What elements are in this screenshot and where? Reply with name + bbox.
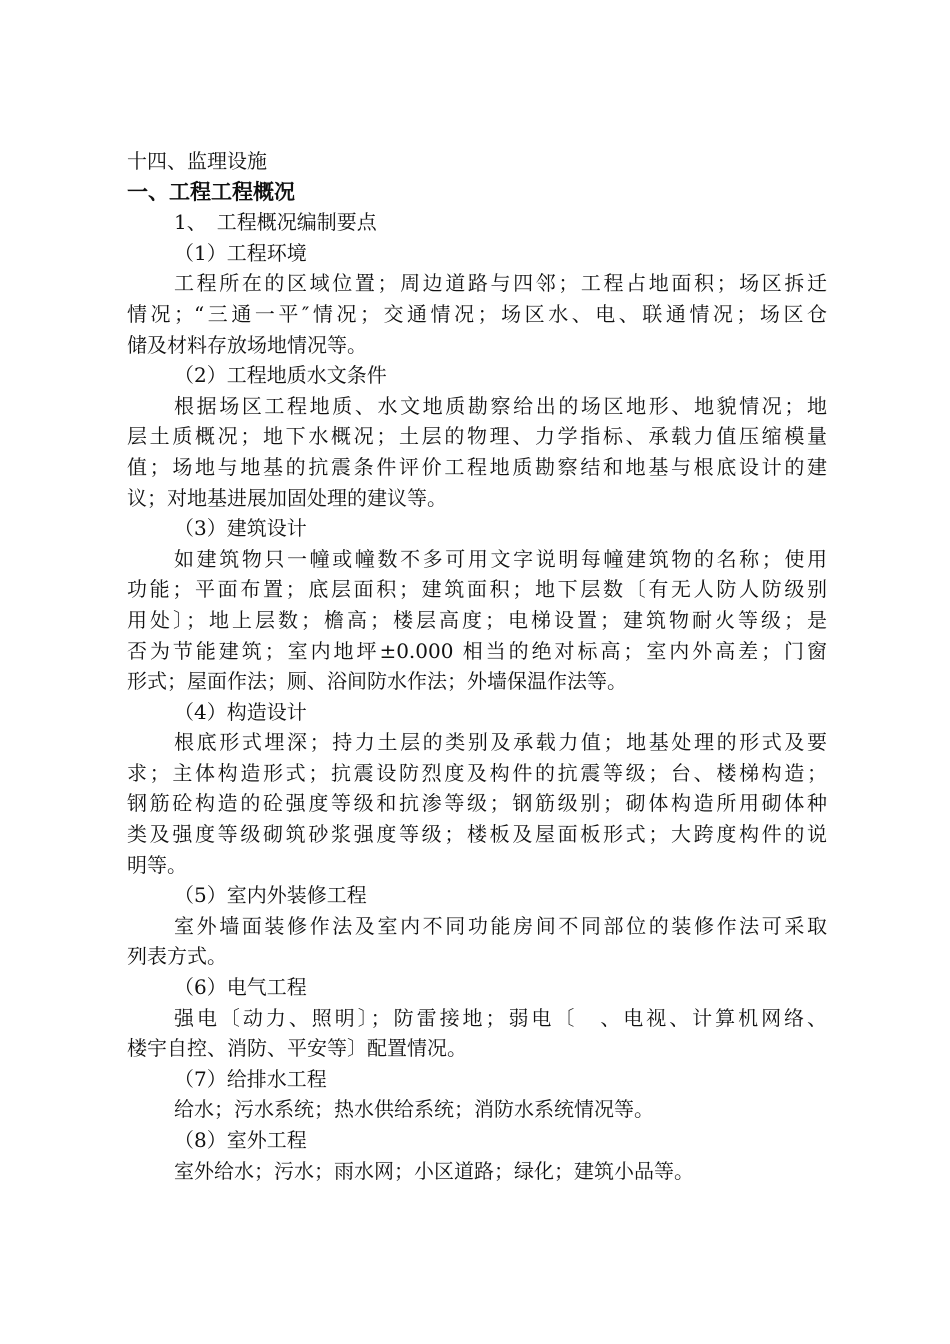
- paragraph-line: 钢筋砼构造的砼强度等级和抗渗等级；钢筋级别；砌体构造所用砌体种: [127, 791, 827, 816]
- paragraph-line: 类及强度等级砌筑砂浆强度等级；楼板及屋面板形式；大跨度构件的说: [127, 822, 827, 847]
- paragraph-line: 储及材料存放场地情况等。: [127, 332, 367, 357]
- paragraph-line: 层土质概况；地下水概况；土层的物理、力学指标、承载力值压缩模量: [127, 424, 827, 449]
- paragraph-line: 楼宇自控、消防、平安等〕配置情况。: [127, 1036, 467, 1061]
- paragraph: [127, 911, 827, 972]
- paragraph-line: 工程所在的区域位置；周边道路与四邻；工程占地面积；场区拆迁: [174, 271, 827, 296]
- paragraph: [127, 1156, 827, 1187]
- paragraph-line: 议；对地基进展加固处理的建议等。: [127, 485, 447, 510]
- paragraph-line: 如建筑物只一幢或幢数不多可用文字说明每幢建筑物的名称；使用: [174, 546, 827, 571]
- paragraph-line: 列表方式。: [127, 944, 227, 969]
- subsection-title: （2）工程地质水文条件: [174, 363, 387, 388]
- subsection-title: （3）建筑设计: [174, 516, 307, 541]
- paragraph-line: 明等。: [127, 852, 187, 877]
- paragraph-line: 强电〔动力、照明〕；防雷接地；弱电〔 、电视、计算机网络、: [174, 1005, 827, 1030]
- paragraph: [127, 727, 827, 880]
- paragraph-line: 根据场区工程地质、水文地质勘察给出的场区地形、地貌情况；地: [174, 393, 827, 418]
- paragraph-line: 用处〕；地上层数；檐高；楼层高度；电梯设置；建筑物耐火等级；是: [127, 607, 827, 632]
- paragraph-line: 给水；污水系统；热水供给系统；消防水系统情况等。: [174, 1097, 654, 1122]
- paragraph: [127, 391, 827, 513]
- paragraph-line: 根底形式埋深；持力土层的类别及承载力值；地基处理的形式及要: [174, 730, 827, 755]
- subsection-title: （7）给排水工程: [174, 1066, 327, 1091]
- subsection-title: （5）室内外装修工程: [174, 883, 367, 908]
- subsection-title: （4）构造设计: [174, 699, 307, 724]
- item-heading: 1、 工程概况编制要点: [174, 210, 377, 235]
- paragraph: [127, 1094, 827, 1125]
- subsection-title: （1）工程环境: [174, 240, 307, 265]
- paragraph-line: 功能；平面布置；底层面积；建筑面积；地下层数〔有无人防人防级别: [127, 577, 827, 602]
- paragraph-line: 值；场地与地基的抗震条件评价工程地质勘察结和地基与根底设计的建: [127, 454, 827, 479]
- chapter-heading: 一、工程工程概况: [127, 179, 295, 204]
- paragraph-line: 室外墙面装修作法及室内不同功能房间不同部位的装修作法可采取: [174, 913, 827, 938]
- paragraph-line: 情况；“三通一平″情况；交通情况；场区水、电、联通情况；场区仓: [127, 301, 827, 326]
- subsection-title: （8）室外工程: [174, 1128, 307, 1152]
- paragraph-line: 室外给水；污水；雨水网；小区道路；绿化；建筑小品等。: [174, 1158, 694, 1183]
- section-heading: 十四、监理设施: [127, 149, 267, 173]
- paragraph-line: 形式；屋面作法；厕、浴间防水作法；外墙保温作法等。: [127, 669, 627, 694]
- paragraph: [127, 544, 827, 697]
- paragraph: [127, 1003, 827, 1064]
- paragraph-line: 否为节能建筑；室内地坪±0.000 相当的绝对标高；室内外高差；门窗: [127, 638, 827, 663]
- paragraph-line: 求；主体构造形式；抗震设防烈度及构件的抗震等级；台、楼梯构造；: [127, 760, 827, 785]
- subsection-title: （6）电气工程: [174, 975, 307, 1000]
- paragraph: [127, 268, 827, 360]
- document-body: [127, 146, 827, 1186]
